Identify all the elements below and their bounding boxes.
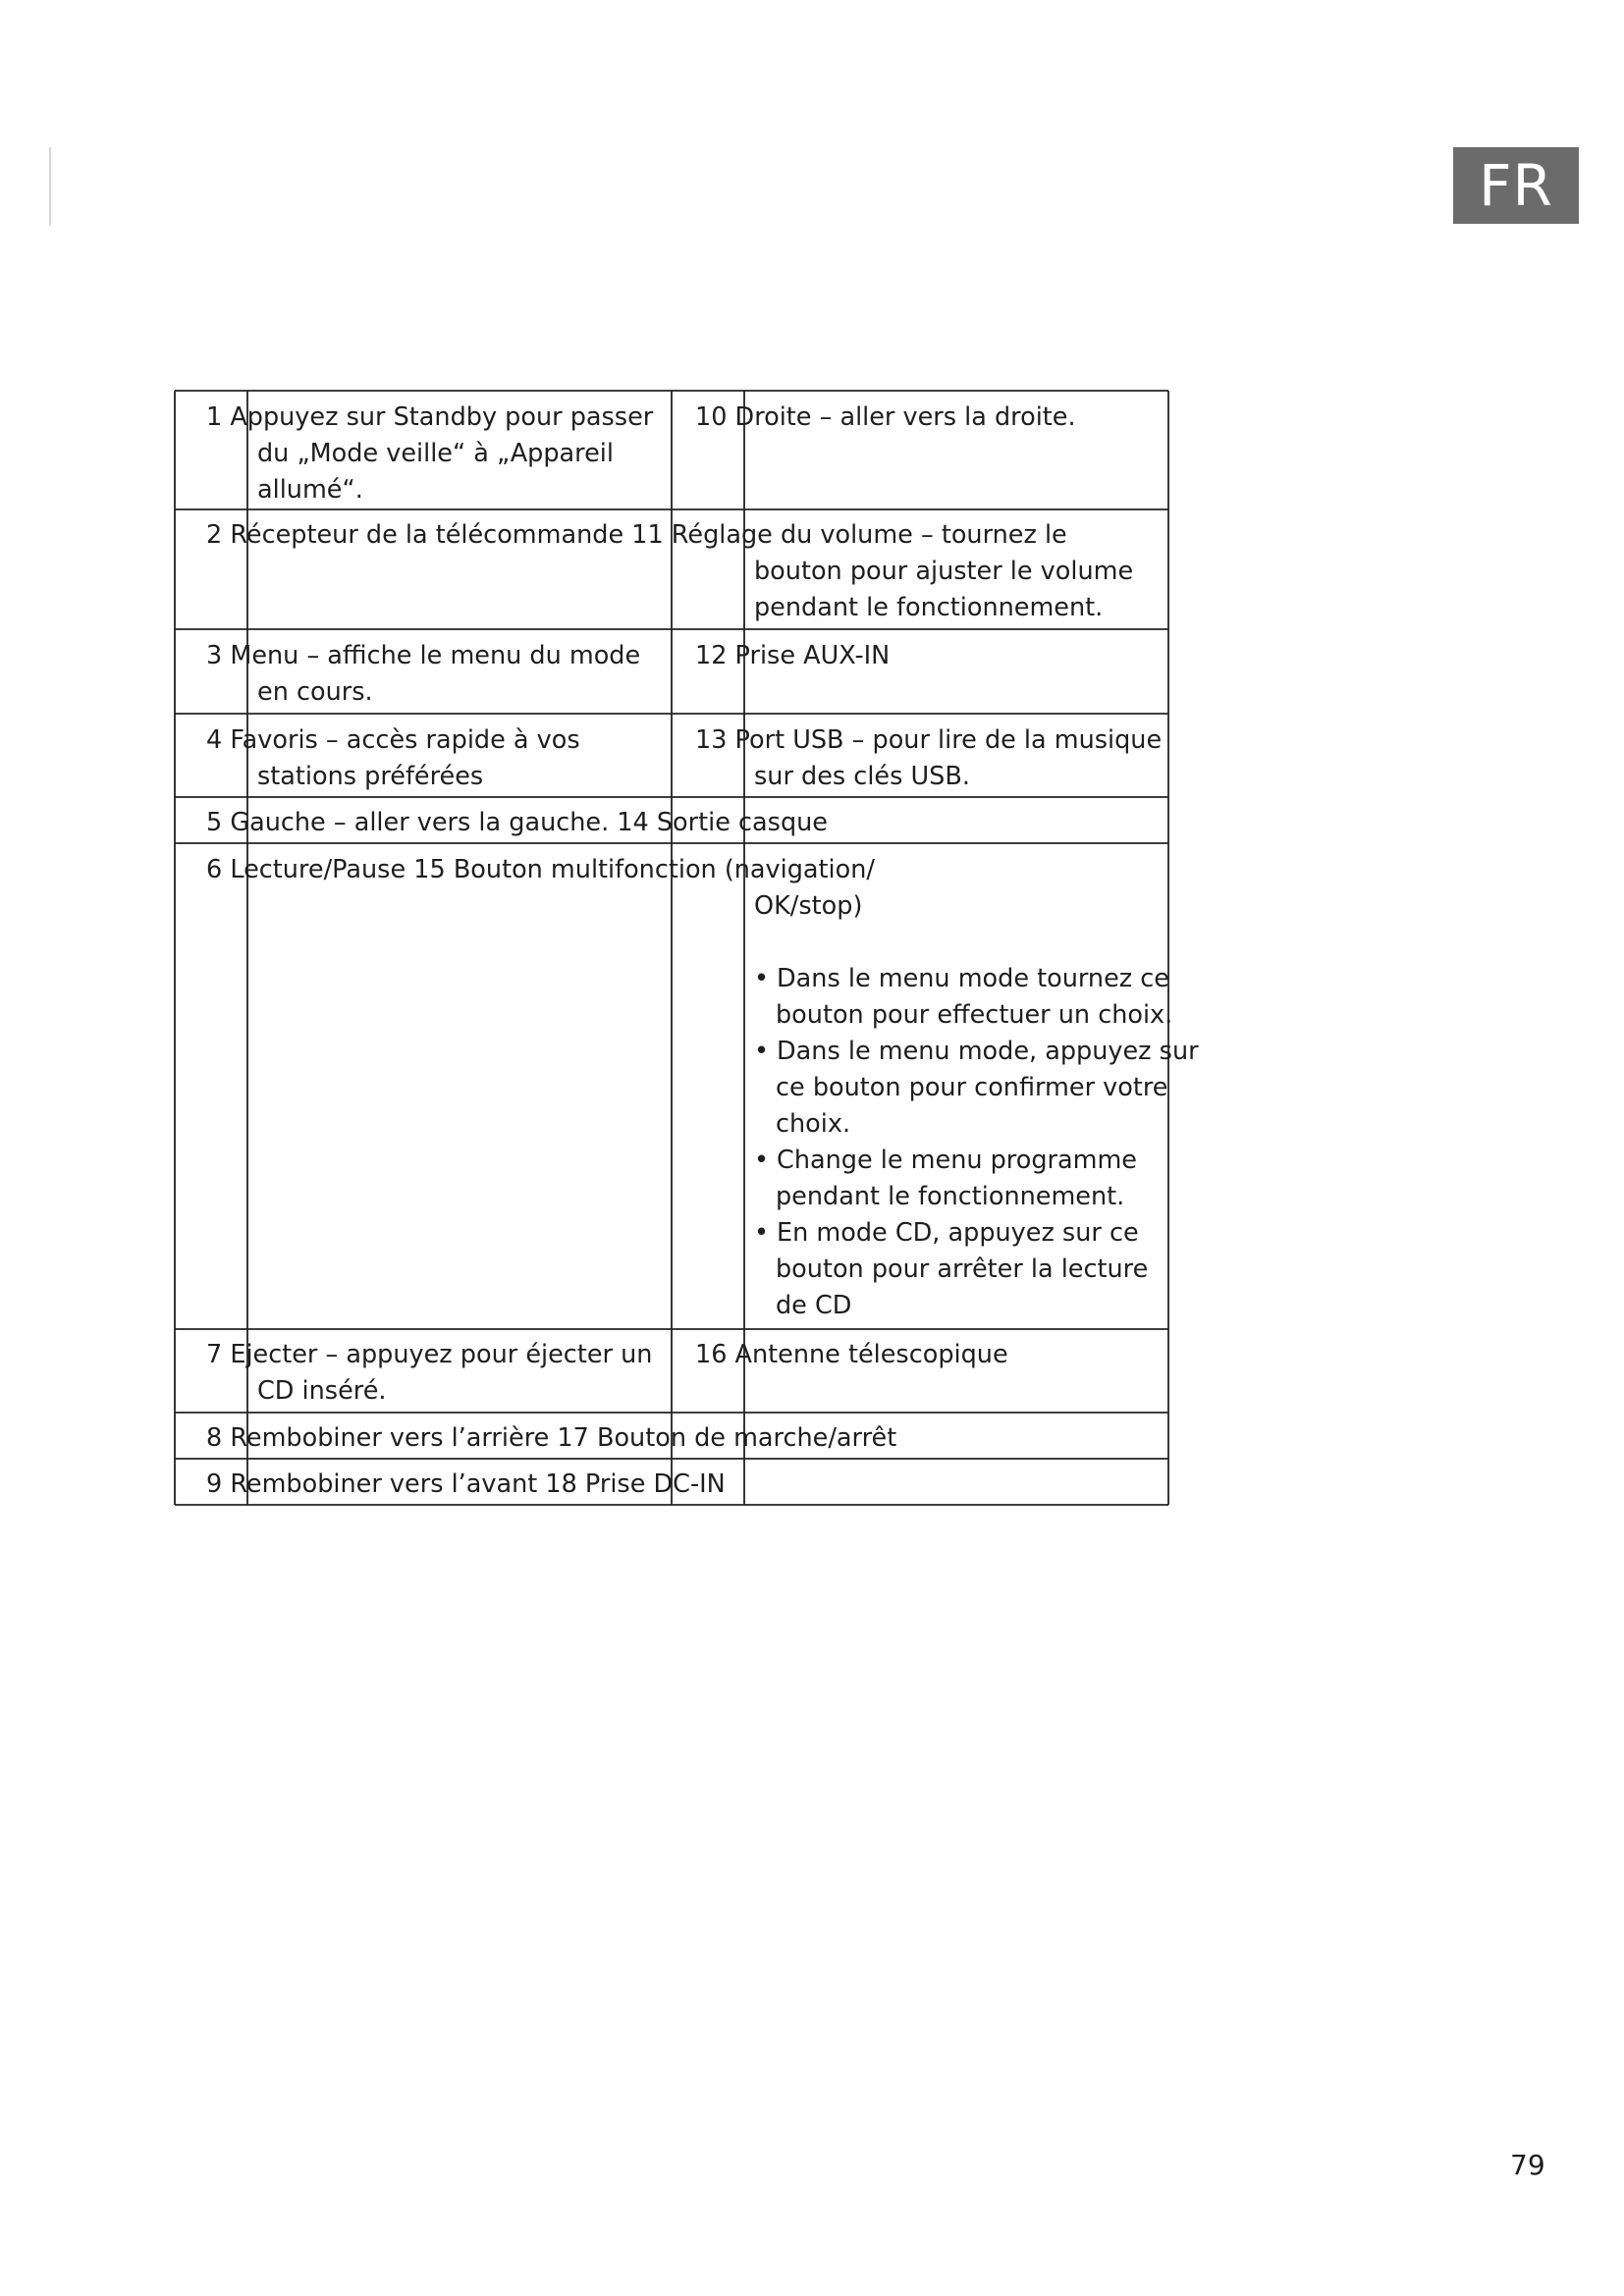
cell-line: CD inséré. (257, 1376, 387, 1406)
table-cell-item-5-14 (206, 805, 828, 841)
cell-line: 9 Rembobiner vers l’avant 18 Prise DC-IN (206, 1469, 726, 1499)
table-cell-item-3 (206, 638, 640, 711)
bullet-line: • En mode CD, appuyez sur ce (754, 1218, 1139, 1248)
table-cell-item-2-11 (206, 517, 1067, 554)
cell-line: 2 Récepteur de la télécommande 11 Réglage du volume – tournez le (206, 520, 1067, 550)
cell-line: 6 Lecture/Pause 15 Bouton multifonction (navigation/ (206, 855, 875, 884)
page-number: 79 (1510, 2149, 1545, 2181)
table-cell-item-1 (206, 400, 653, 508)
bullet-item (695, 1034, 1199, 1143)
bullet-item (695, 1215, 1199, 1324)
table-cell-item-10 (695, 400, 1076, 436)
bullet-line: bouton pour arrêter la lecture (776, 1255, 1149, 1284)
table-cell-item-15-detail (695, 888, 1199, 1324)
language-badge: FR (1453, 147, 1579, 224)
cell-line: du „Mode veille“ à „Appareil (257, 439, 614, 468)
table-cell-item-4 (206, 722, 580, 795)
bullet-line: • Dans le menu mode tournez ce (754, 964, 1169, 993)
cell-line: 5 Gauche – aller vers la gauche. 14 Sortie casque (206, 808, 828, 837)
bullet-line: • Dans le menu mode, appuyez sur (754, 1037, 1199, 1066)
table-cell-item-8-17 (206, 1420, 896, 1457)
cell-line: pendant le fonctionnement. (754, 593, 1104, 622)
cell-line: en cours. (257, 677, 373, 707)
table-cell-item-16 (695, 1337, 1008, 1373)
bullet-line: choix. (776, 1109, 851, 1139)
cell-line: sur des clés USB. (754, 762, 970, 791)
cell-line: 10 Droite – aller vers la droite. (695, 402, 1076, 432)
table-cell-item-11-cont (695, 554, 1133, 626)
table-cell-item-12 (695, 638, 890, 674)
cell-line: 3 Menu – affiche le menu du mode (206, 641, 641, 670)
cell-line: 13 Port USB – pour lire de la musique (695, 725, 1163, 755)
cell-line: 7 Ejecter – appuyez pour éjecter un (206, 1340, 653, 1369)
cell-line: 8 Rembobiner vers l’arrière 17 Bouton de marche/arrêt (206, 1423, 897, 1453)
bullet-line: de CD (776, 1291, 852, 1320)
cell-line: stations préférées (257, 762, 484, 791)
table-cell-item-13 (695, 722, 1162, 795)
bullet-line: ce bouton pour confirmer votre (776, 1073, 1168, 1102)
bullet-line: bouton pour effectuer un choix. (776, 1000, 1173, 1030)
bullet-line: • Change le menu programme (754, 1146, 1137, 1175)
bullet-item (695, 1143, 1199, 1215)
cell-line: 12 Prise AUX-IN (695, 641, 891, 670)
table-cell-item-9-18 (206, 1467, 726, 1503)
cell-line: OK/stop) (754, 891, 863, 921)
bullet-line: pendant le fonctionnement. (776, 1182, 1125, 1211)
cell-line: 16 Antenne télescopique (695, 1340, 1008, 1369)
cell-line: allumé“. (257, 475, 363, 505)
bullet-item (695, 961, 1199, 1034)
cell-line: 4 Favoris – accès rapide à vos (206, 725, 580, 755)
cell-line: bouton pour ajuster le volume (754, 557, 1134, 586)
table-cell-item-7 (206, 1337, 652, 1410)
table-cell-item-6-15 (206, 852, 875, 888)
cell-line: 1 Appuyez sur Standby pour passer (206, 402, 654, 432)
